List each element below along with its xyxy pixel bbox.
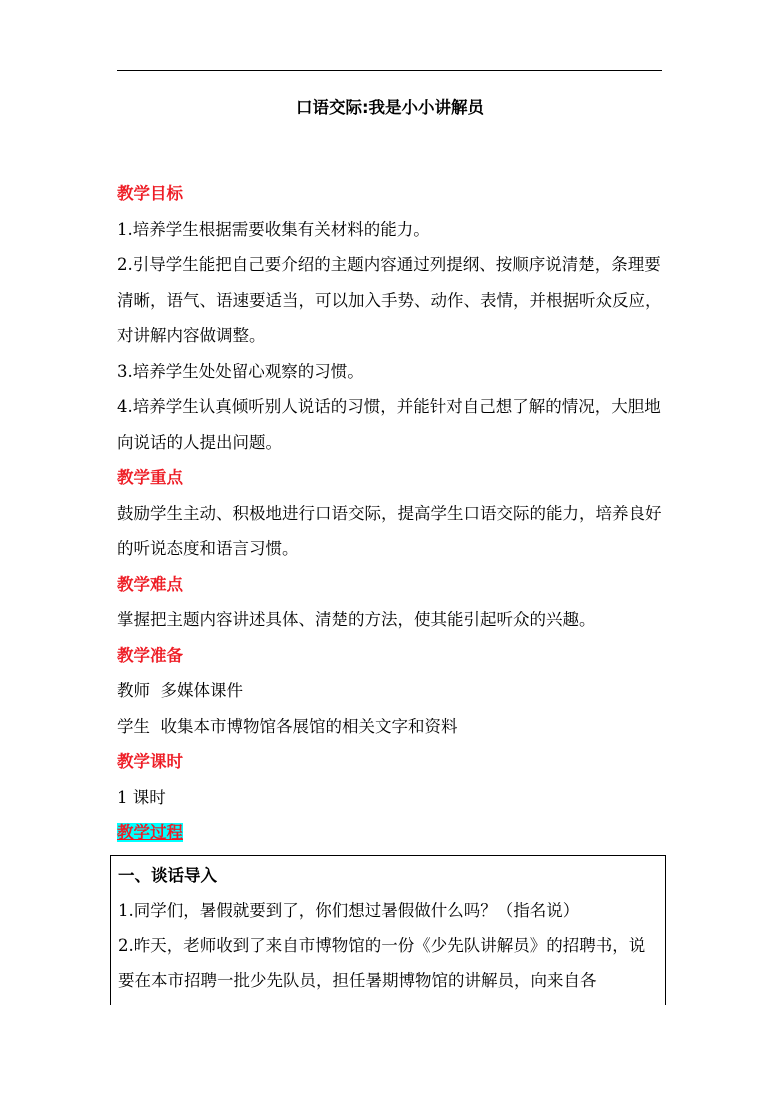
process-heading: 教学过程 [117,823,183,842]
document-body [117,176,665,851]
hours-heading: 教学课时 [117,752,183,771]
goals-heading: 教学目标 [117,184,183,203]
prep-item: 学生 收集本市博物馆各展馆的相关文字和资料 [117,716,458,736]
difficulty-heading: 教学难点 [117,574,183,594]
header-rule [117,70,662,71]
hours-text: 1 课时 [117,787,166,807]
process-table-cell [110,855,666,1005]
process-item: 2.昨天，老师收到了来自市博物馆的一份《少先队讲解员》的招聘书，说要在本市招聘一批少先队员，担任暑期博物馆的讲解员，向来自各 [118,936,646,990]
focus-text: 鼓励学生主动、积极地进行口语交际，提高学生口语交际的能力，培养良好的听说态度和语言习惯。 [117,503,662,558]
process-subheading: 一、谈话导入 [118,866,217,885]
difficulty-text: 掌握把主题内容讲述具体、清楚的方法，使其能引起听众的兴趣。 [117,610,596,629]
goal-item: 2.引导学生能把自己要介绍的主题内容通过列提纲、按顺序说清楚，条理要清晰，语气、语速要适当，可以加入手势、动作、表情，并根据听众反应，对讲解内容做调整。 [117,255,662,345]
process-item: 1.同学们，暑假就要到了，你们想过暑假做什么吗？（指名说） [118,901,580,920]
goal-item: 1.培养学生根据需要收集有关材料的能力。 [117,219,430,239]
goal-item: 3.培养学生处处留心观察的习惯。 [117,361,364,381]
prep-item: 教师 多媒体课件 [117,681,243,700]
document-title: 口语交际:我是小小讲解员 [295,98,485,117]
prep-heading: 教学准备 [117,645,183,665]
focus-heading: 教学重点 [117,468,183,487]
goal-item: 4.培养学生认真倾听别人说话的习惯，并能针对自己想了解的情况，大胆地向说话的人提出问题。 [117,397,661,452]
process-heading-line [117,815,665,851]
